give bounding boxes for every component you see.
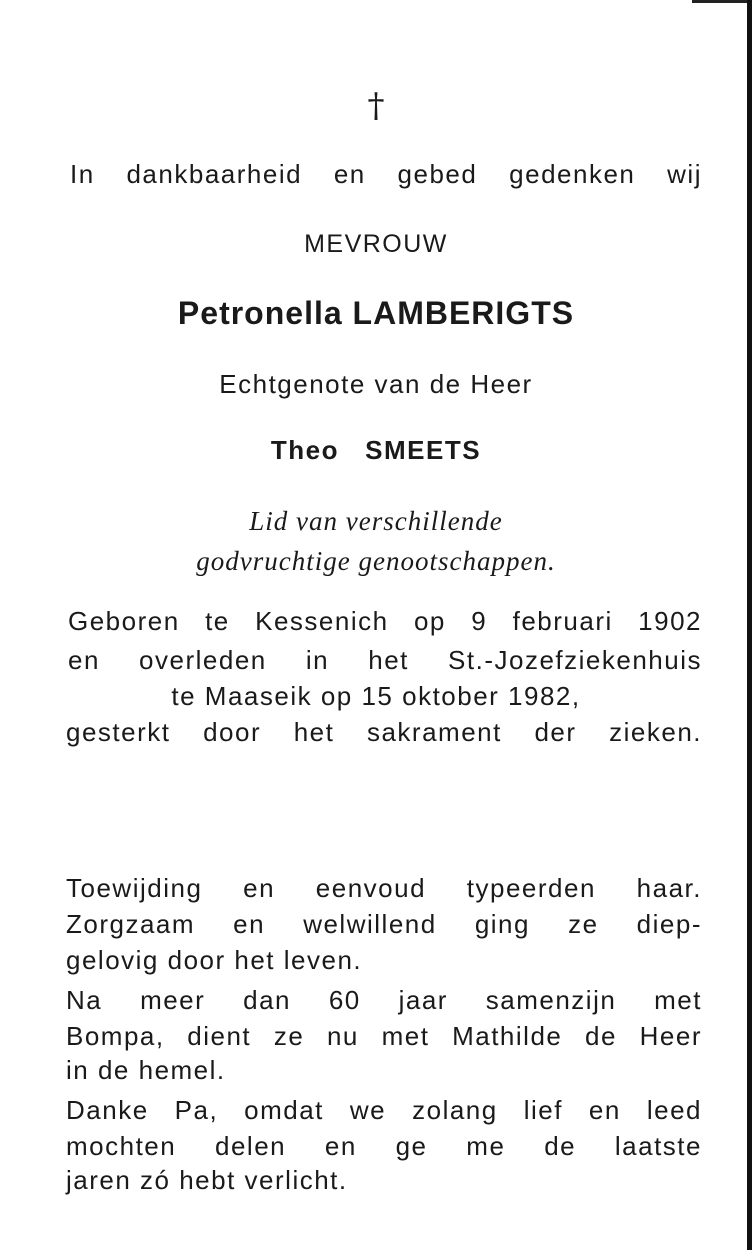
cross-icon: † — [367, 86, 385, 126]
scan-edge-right — [747, 0, 752, 1250]
spouse-name: Theo SMEETS — [270, 435, 482, 465]
life-line-3: te Maaseik op 15 oktober 1982, — [171, 681, 581, 711]
tribute-line-4: Na meer dan 60 jaar samenzijn met — [66, 985, 702, 1015]
life-line-1: Geboren te Kessenich op 9 februari 1902 — [68, 606, 702, 636]
scan-edge-top — [692, 0, 752, 3]
salutation: MEVROUW — [304, 230, 448, 258]
life-line-4: gesterkt door het sakrament der zieken. — [66, 717, 702, 747]
membership-line-1: Lid van verschillende — [249, 506, 503, 536]
tribute-line-9: jaren zó hebt verlicht. — [66, 1165, 348, 1195]
tribute-line-1: Toewijding en eenvoud typeerden haar. — [66, 873, 702, 903]
tribute-line-5: Bompa, dient ze nu met Mathilde de Heer — [66, 1021, 702, 1051]
tribute-line-7: Danke Pa, omdat we zolang lief en leed — [66, 1095, 702, 1125]
tribute-line-6: in de hemel. — [66, 1055, 226, 1085]
spouse-intro: Echtgenote van de Heer — [219, 369, 533, 399]
life-line-2: en overleden in het St.-Jozefziekenhuis — [68, 645, 702, 675]
membership-line-2: godvruchtige genootschappen. — [196, 546, 556, 576]
tribute-line-3: gelovig door het leven. — [66, 945, 363, 975]
intro-line: In dankbaarheid en gebed gedenken wij — [70, 159, 702, 189]
tribute-line-2: Zorgzaam en welwillend ging ze diep- — [66, 909, 702, 939]
tribute-line-8: mochten delen en ge me de laatste — [66, 1131, 702, 1161]
deceased-name: Petronella LAMBERIGTS — [177, 295, 575, 331]
